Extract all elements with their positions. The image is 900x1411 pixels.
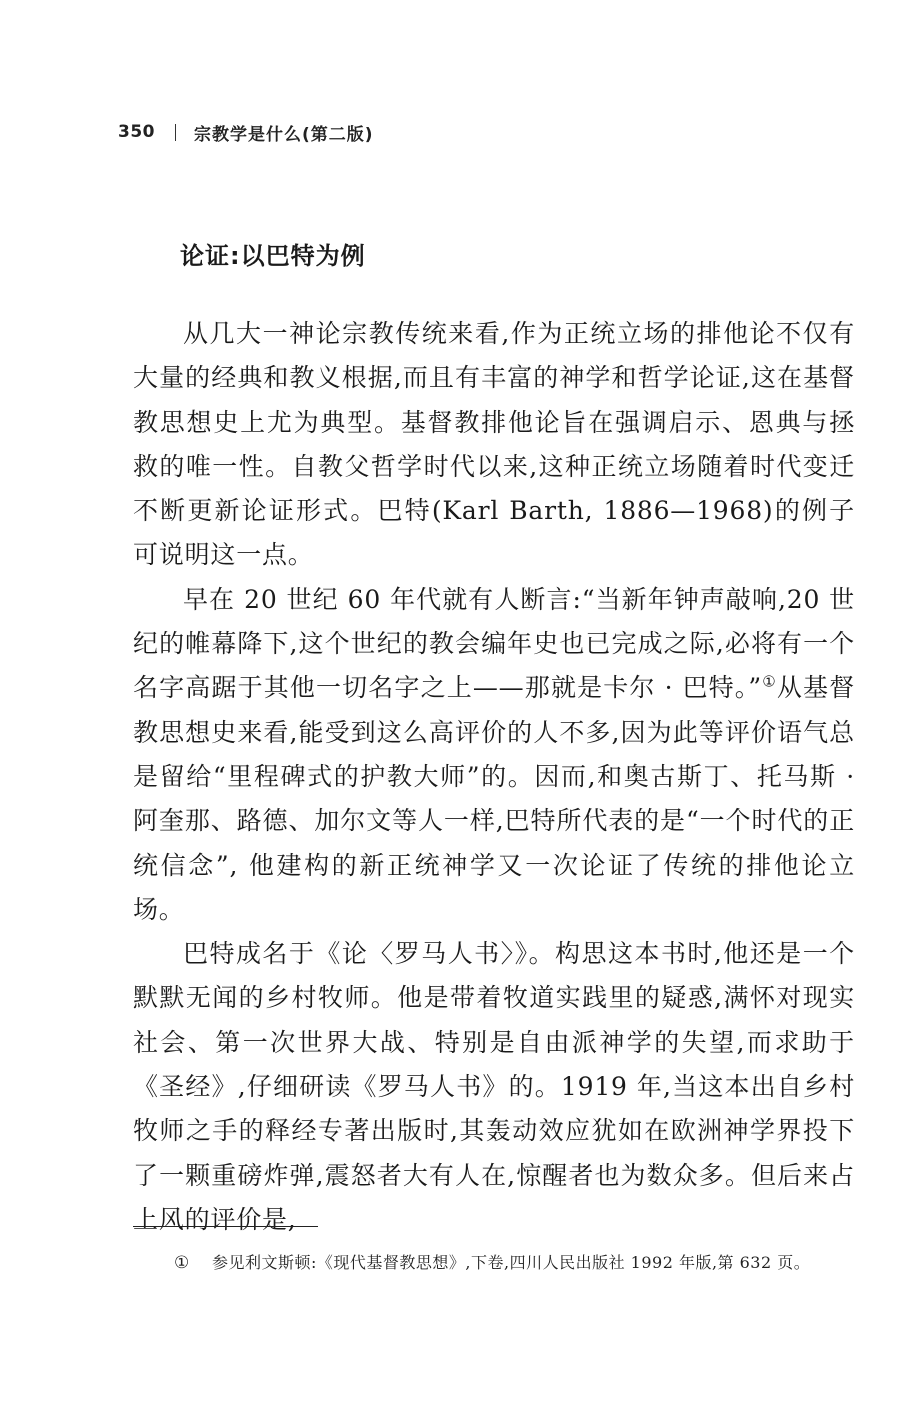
book-title: 宗教学是什么(第二版) xyxy=(194,124,374,145)
header-separator xyxy=(175,124,176,141)
paragraph-2-text-before: 早在 20 世纪 60 年代就有人断言:“当新年钟声敲响,20 世纪的帷幕降下,这个世纪的教会编年史也已完成之际,必将有一个名字高踞于其他一切名字之上——那就是卡尔 · 巴特。” xyxy=(133,584,855,703)
footnote xyxy=(174,1250,864,1276)
paragraph-2 xyxy=(133,578,855,932)
footnote-divider xyxy=(133,1226,318,1227)
paragraph-3 xyxy=(133,932,855,1242)
footnote-text: 参见利文斯顿:《现代基督教思想》,下卷,四川人民出版社 1992 年版,第 632 页。 xyxy=(212,1253,811,1272)
paragraph-1 xyxy=(133,312,855,578)
footnote-mark: ① xyxy=(174,1253,190,1273)
paragraph-3-text: 巴特成名于《论〈罗马人书〉》。构思这本书时,他还是一个默默无闻的乡村牧师。他是带着牧道实践里的疑惑,满怀对现实社会、第一次世界大战、特别是自由派神学的失望,而求助于《圣经》,仔细研读《罗马人书》的。1919 年,当这本出自乡村牧师之手的释经专著出版时,其轰动效应犹如在欧洲神学界投下了一颗重磅炸弹,震怒者大有人在,惊醒者也为数众多。但后来占上风的评价是, xyxy=(133,939,855,1234)
page-number: 350 xyxy=(118,122,155,142)
footnote-reference[interactable]: ① xyxy=(761,673,777,692)
section-title: 论证:以巴特为例 xyxy=(180,242,366,270)
running-head xyxy=(118,118,374,146)
paragraph-2-text-after: 从基督教思想史来看,能受到这么高评价的人不多,因为此等评价语气总是留给“里程碑式的护教大师”的。因而,和奥古斯丁、托马斯 · 阿奎那、路德、加尔文等人一样,巴特所代表的是“一个时代的正统信念”, 他建构的新正统神学又一次论证了传统的排他论立场。 xyxy=(133,673,855,924)
body-text xyxy=(133,312,855,1242)
paragraph-1-text: 从几大一神论宗教传统来看,作为正统立场的排他论不仅有大量的经典和教义根据,而且有丰富的神学和哲学论证,这在基督教思想史上尤为典型。基督教排他论旨在强调启示、恩典与拯救的唯一性。自教父哲学时代以来,这种正统立场随着时代变迁不断更新论证形式。巴特(Karl Barth, 1886—1968)的例子可说明这一点。 xyxy=(133,319,855,570)
